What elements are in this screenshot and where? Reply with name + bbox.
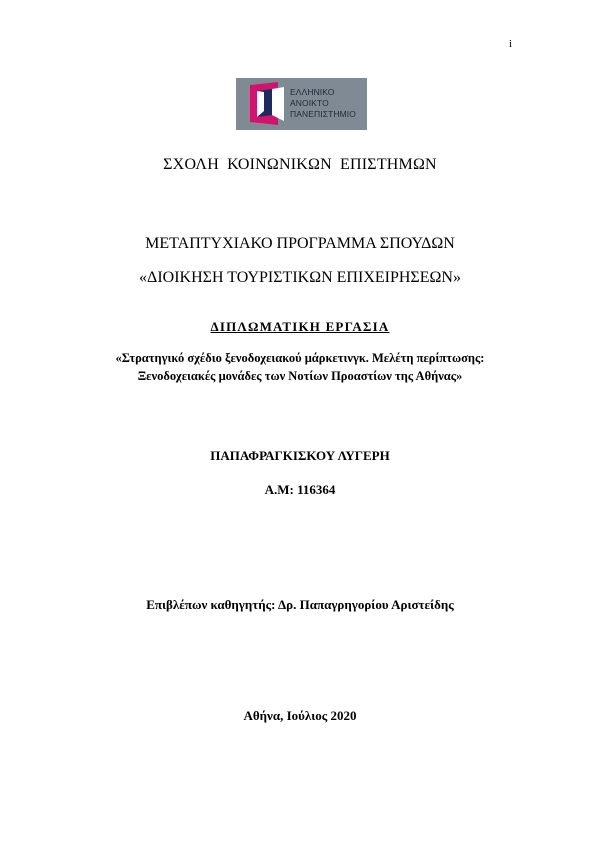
place-and-date: Αθήνα, Ιούλιος 2020 <box>243 708 357 723</box>
thesis-title-line-1: «Στρατηγικό σχέδιο ξενοδοχειακού μάρκετινγκ. Μελέτη περίπτωσης: <box>115 351 485 365</box>
supervisor: Επιβλέπων καθηγητής: Δρ. Παπαγρηγορίου Αριστείδης <box>146 597 454 612</box>
program-name: «ΔΙΟΙΚΗΣΗ ΤΟΥΡΙΣΤΙΚΩΝ ΕΠΙΧΕΙΡΗΣΕΩΝ» <box>139 269 461 286</box>
program-title: ΜΕΤΑΠΤΥΧΙΑΚΟ ΠΡΟΓΡΑΜΜΑ ΣΠΟΥΔΩΝ <box>145 235 455 252</box>
university-logo-text <box>290 87 356 120</box>
university-logo <box>236 78 367 130</box>
thesis-title-line-2: Ξενοδοχειακές μονάδες των Νοτίων Προαστίων της Αθήνας» <box>137 369 463 383</box>
logo-text-line: ΑΝΟΙΚΤΟ <box>290 98 329 108</box>
thesis-label: ΔΙΠΛΩΜΑΤΙΚΗ ΕΡΓΑΣΙΑ <box>210 319 390 334</box>
logo-text-line: ΠΑΝΕΠΙΣΤΗΜΙΟ <box>290 109 356 119</box>
page-number: i <box>509 38 513 50</box>
logo-text-line: ΕΛΛΗΝΙΚΟ <box>290 87 335 97</box>
school-name: ΣΧΟΛΗ ΚΟΙΝΩΝΙΚΩΝ ΕΠΙΣΤΗΜΩΝ <box>163 156 437 173</box>
university-logo-mark <box>248 81 286 126</box>
student-registration-number: Α.Μ: 116364 <box>264 482 336 497</box>
student-name: ΠΑΠΑΦΡΑΓΚΙΣΚΟΥ ΛΥΓΕΡΗ <box>210 448 390 463</box>
